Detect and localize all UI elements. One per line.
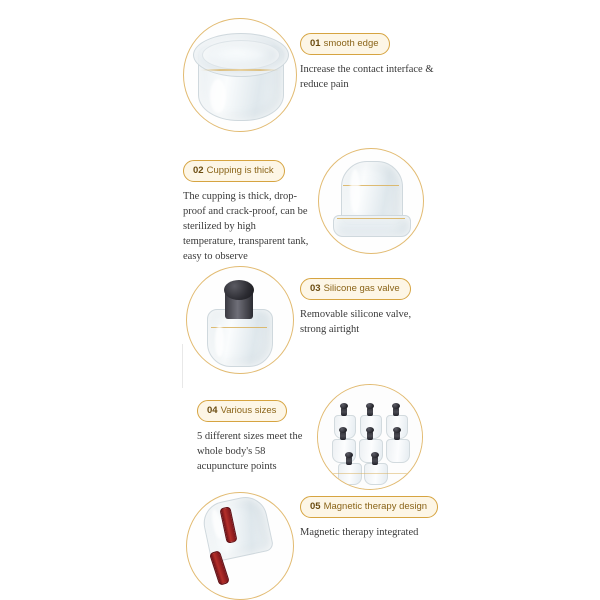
- photo-inner: [187, 493, 293, 599]
- mini-valve-icon: [367, 430, 373, 440]
- gold-accent-line: [332, 473, 410, 474]
- feature-04-description: 5 different sizes meet the whole body's 58 acupuncture points: [197, 430, 303, 472]
- mini-valve-icon: [394, 430, 400, 440]
- mini-cup: [338, 463, 362, 485]
- feature-05-description: Magnetic therapy integrated: [300, 526, 419, 538]
- cup-magnetic-therapy-photo: [186, 492, 294, 600]
- photo-inner: [187, 267, 293, 373]
- feature-03-number: 03: [310, 283, 321, 294]
- mini-valve-icon: [341, 406, 347, 416]
- cup-smooth-edge-photo: [183, 18, 297, 132]
- gold-accent-line: [200, 69, 280, 71]
- mini-cup: [359, 439, 383, 463]
- feature-01-description: Increase the contact interface & reduce pain: [300, 63, 434, 90]
- highlight-sheen: [210, 79, 226, 113]
- cup-silicone-valve-photo: [186, 266, 294, 374]
- feature-02-badge: [183, 160, 285, 182]
- feature-01-number: 01: [310, 38, 321, 49]
- mini-cup: [386, 439, 410, 463]
- cup-various-sizes-photo: [317, 384, 423, 490]
- photo-inner: [318, 385, 422, 489]
- feature-03-badge: [300, 278, 411, 300]
- photo-inner: [319, 149, 423, 253]
- valve-cap-shape: [224, 280, 254, 300]
- mini-valve-icon: [340, 430, 346, 440]
- feature-02-badge-label: Cupping is thick: [206, 165, 274, 176]
- feature-05: [300, 496, 438, 540]
- feature-04: [197, 400, 315, 474]
- mini-cup: [332, 439, 356, 463]
- feature-01-badge: [300, 33, 390, 55]
- feature-04-badge: [197, 400, 287, 422]
- feature-03-badge-label: Silicone gas valve: [323, 283, 400, 294]
- highlight-sheen: [350, 169, 360, 213]
- mini-valve-icon: [346, 455, 352, 465]
- feature-05-number: 05: [310, 501, 321, 512]
- feature-03: [300, 278, 430, 337]
- feature-05-badge-label: Magnetic therapy design: [323, 501, 428, 512]
- mini-cup: [364, 463, 388, 485]
- feature-02-number: 02: [193, 165, 204, 176]
- feature-04-number: 04: [207, 405, 218, 416]
- mini-valve-icon: [393, 406, 399, 416]
- feature-02: [183, 160, 311, 265]
- feature-01: [300, 33, 440, 92]
- feature-03-description: Removable silicone valve, strong airtight: [300, 308, 412, 335]
- highlight-sheen: [215, 325, 224, 357]
- section-divider: [182, 344, 183, 388]
- gold-accent-line-bottom: [337, 218, 405, 219]
- feature-01-badge-label: smooth edge: [323, 38, 379, 49]
- cup-thick-wall-photo: [318, 148, 424, 254]
- photo-inner: [184, 19, 296, 131]
- cup-rim-inner-shape: [202, 40, 280, 70]
- mini-valve-icon: [372, 455, 378, 465]
- feature-04-badge-label: Various sizes: [220, 405, 277, 416]
- feature-02-description: The cupping is thick, drop-proof and crack-proof, can be sterilized by high temperature, transparent tank, easy to observe: [183, 190, 309, 263]
- feature-05-badge: [300, 496, 438, 518]
- mini-valve-icon: [367, 406, 373, 416]
